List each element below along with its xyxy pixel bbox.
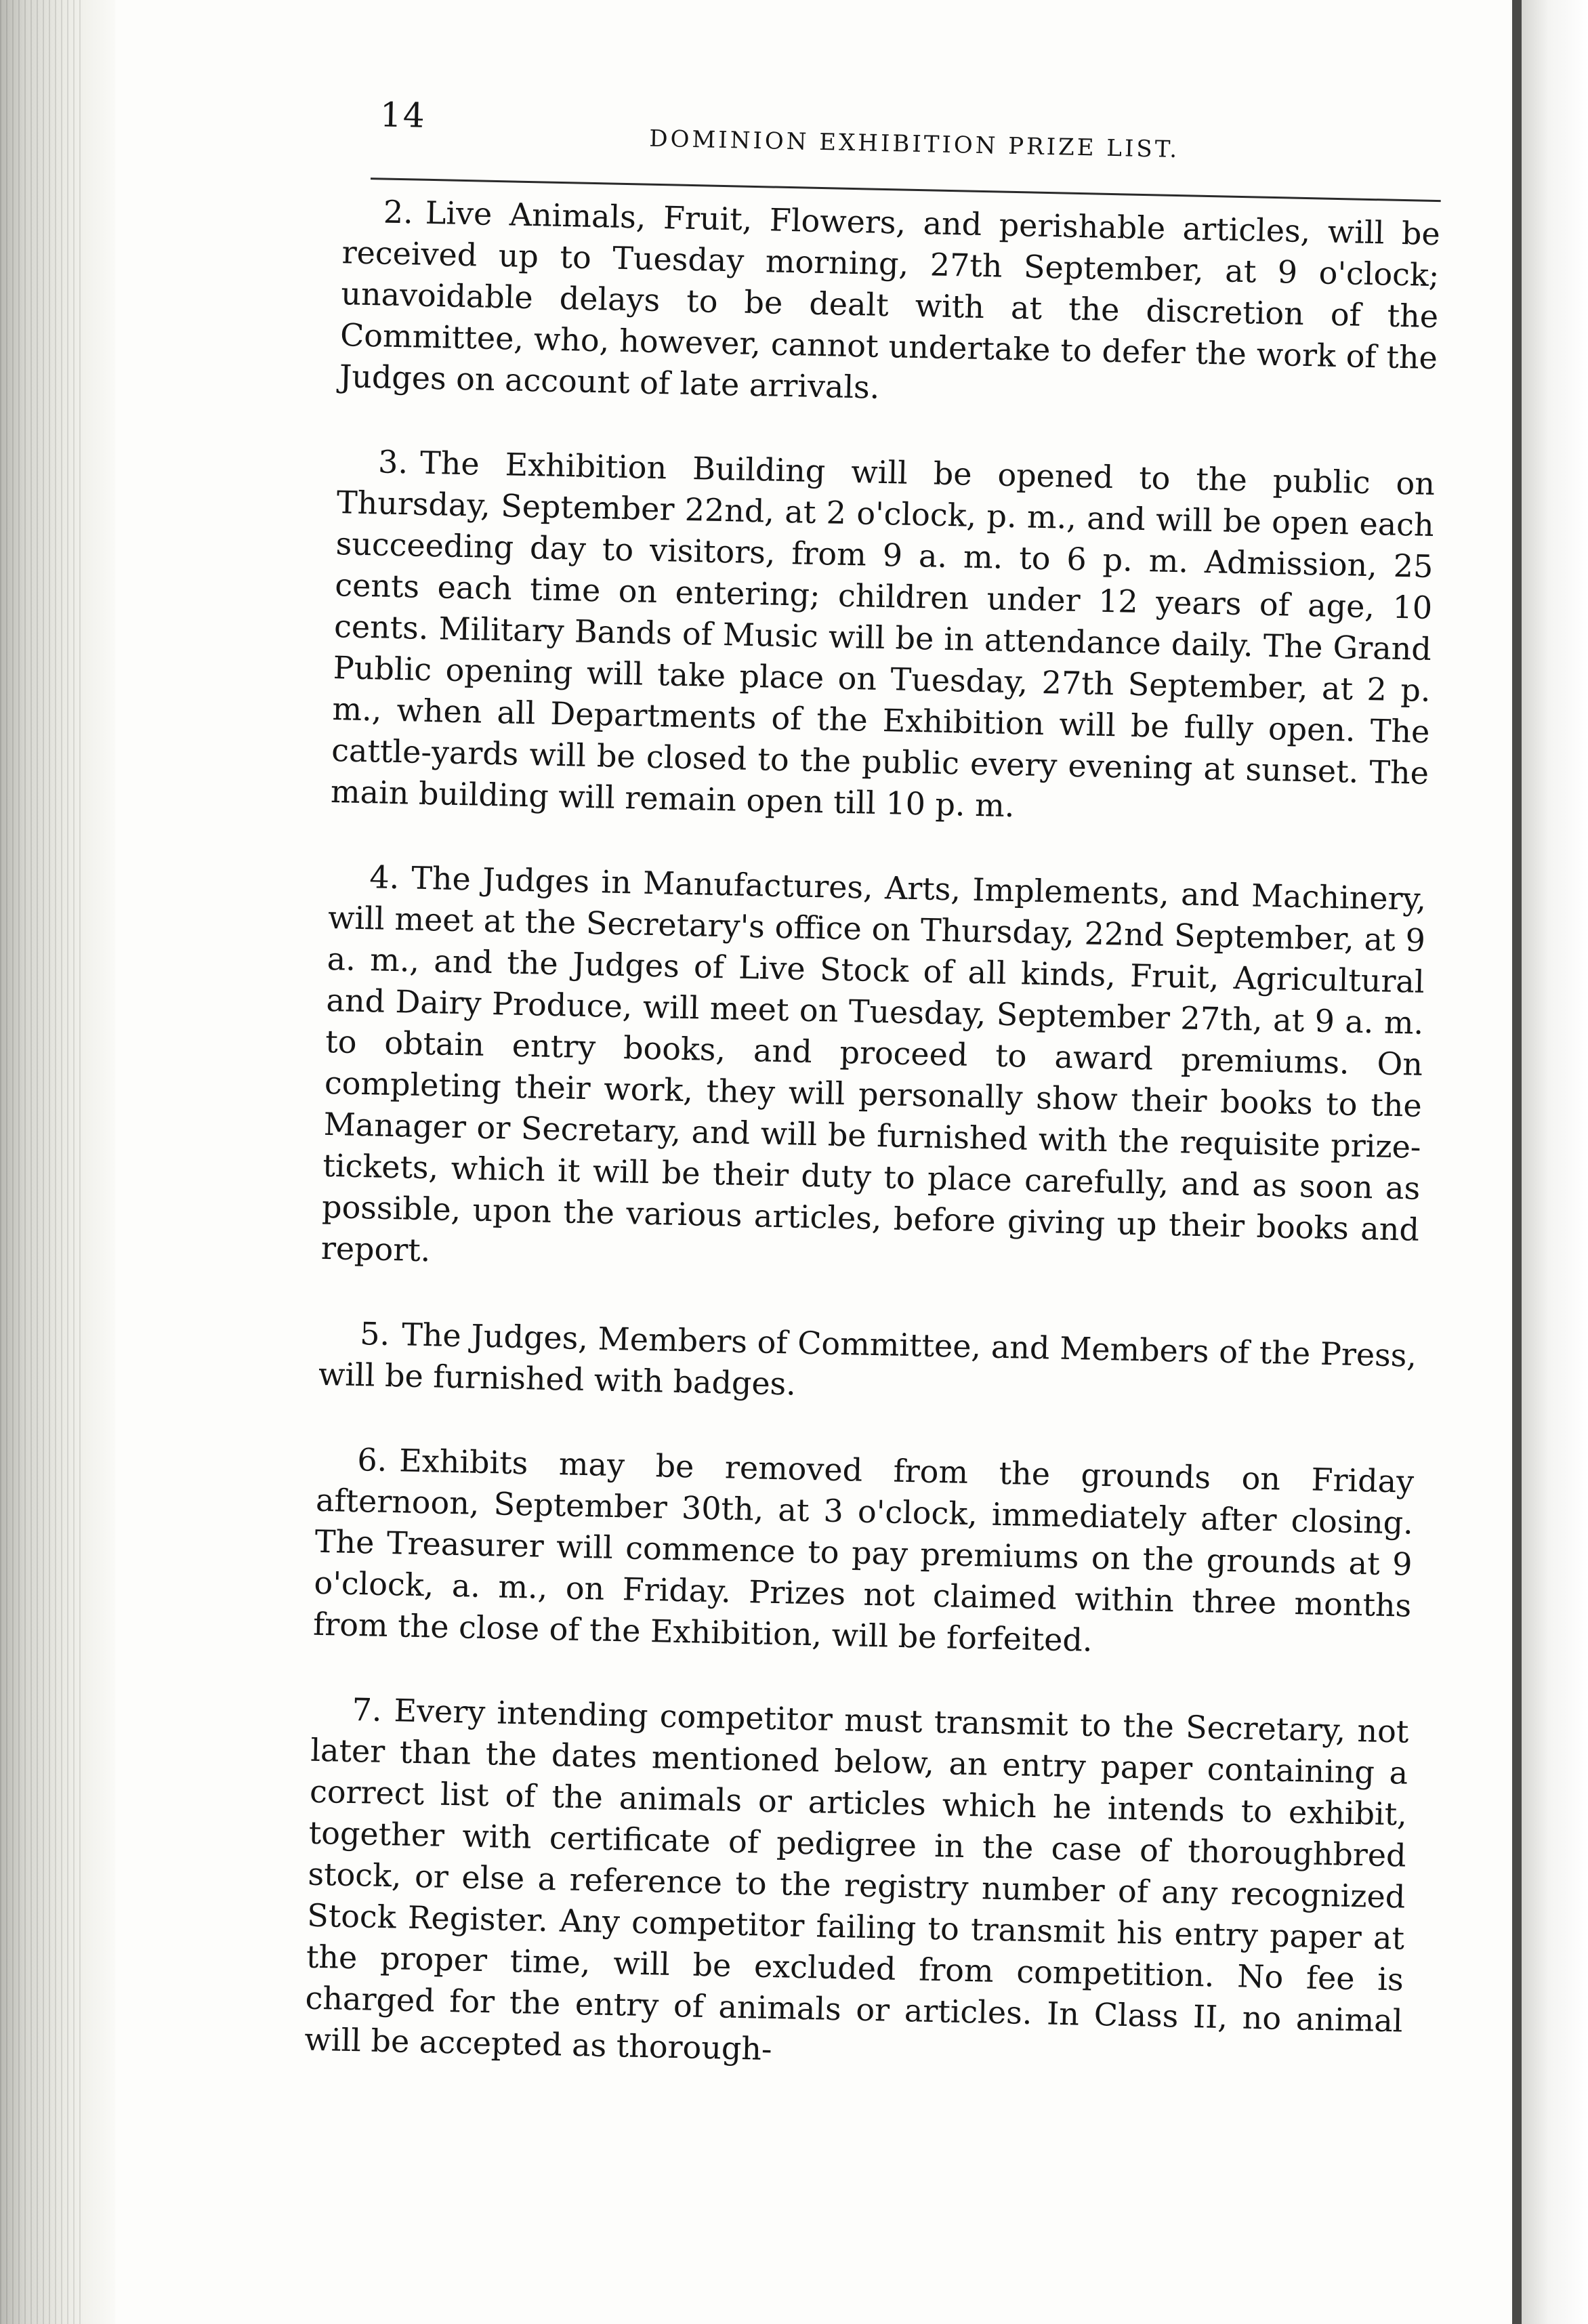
paragraph-text: The Judges in Manufactures, Arts, Implements, and Machinery, will meet at the Secretary's office on Thursday, 22nd September, at 9 a. m., and the Judges of Live Stock of all kinds, Fruit, Agricultural and Dairy Produce, will meet on Tuesday, September 27th, at 9 a. m. to obtain entry books, and proceed to award premiums. On completing their work, they will personally show their books to the Manager or Secretary, and will be furnished with the requisite prize-tickets, which it will be their duty to place carefully, and as soon as possible, upon the various articles, before giving up their books and report.	[320, 859, 1427, 1269]
paragraph-5	[318, 1312, 1417, 1418]
paragraph-number: 6.	[356, 1441, 388, 1478]
paragraph-text: Exhibits may be removed from the grounds on Friday afternoon, September 30th, at 3 o'clock, immediately after closing. The Treasurer will commence to pay premiums on the grounds at 9 o'clock, a. m., on Friday. Prizes not claimed within three months from the close of the Exhibition, will be forfeited.	[312, 1442, 1415, 1659]
paragraph-6	[313, 1438, 1415, 1668]
paragraph-2	[339, 190, 1440, 420]
paragraph-number: 7.	[352, 1690, 383, 1728]
paragraph-list	[264, 190, 1440, 2083]
paragraph-7	[304, 1688, 1409, 2083]
page-number: 14	[379, 95, 427, 136]
paragraph-text: Live Animals, Fruit, Flowers, and perishable articles, will be received up to Tuesday morning, 27th September, at 9 o'clock; unavoidable delays to be dealt with at the discretion of the Committee, who, however, cannot undertake to defer the work of the Judges on account of late arrivals.	[339, 194, 1441, 406]
right-page-edge	[1512, 0, 1522, 2324]
paragraph-3	[330, 440, 1435, 835]
paragraph-number: 2.	[383, 193, 414, 231]
paragraph-number: 3.	[377, 443, 409, 481]
running-title: DOMINION EXHIBITION PRIZE LIST.	[648, 125, 1180, 164]
paragraph-text: Every intending competitor must transmit to the Secretary, not later than the dates mentioned below, an entry paper containing a correct list of the animals or articles which he intends to exhibit, together with certificate of pedigree in the case of thoroughbred stock, or else a reference to the registry number of any recognized Stock Register. Any competitor failing to transmit his entry paper at the proper time, will be excluded from competition. No fee is charged for the entry of animals or articles. In Class II, no animal will be accepted as thorough-	[304, 1692, 1409, 2068]
paragraph-number: 4.	[369, 858, 400, 896]
paragraph-number: 5.	[359, 1315, 390, 1353]
page-header	[303, 81, 1443, 207]
right-margin	[1522, 0, 1588, 2324]
text-block	[259, 81, 1442, 2259]
paragraph-text: The Exhibition Building will be opened to the public on Thursday, September 22nd, at 2 o'clock, p. m., and will be open each succeeding day to visitors, from 9 a. m. to 6 p. m. Admission, 25 cents each time on entering; children under 12 years of age, 10 cents. Military Bands of Music will be in attendance daily. The Grand Public opening will take place on Tuesday, 27th September, at 2 p. m., when all Departments of the Exhibition will be fully open. The cattle-yards will be closed to the public every evening at sunset. The main building will remain open till 10 p. m.	[330, 444, 1436, 825]
page-edges	[0, 0, 81, 2324]
paragraph-text: The Judges, Members of Committee, and Members of the Press, will be furnished with badges.	[318, 1316, 1417, 1403]
paragraph-4	[320, 856, 1426, 1292]
